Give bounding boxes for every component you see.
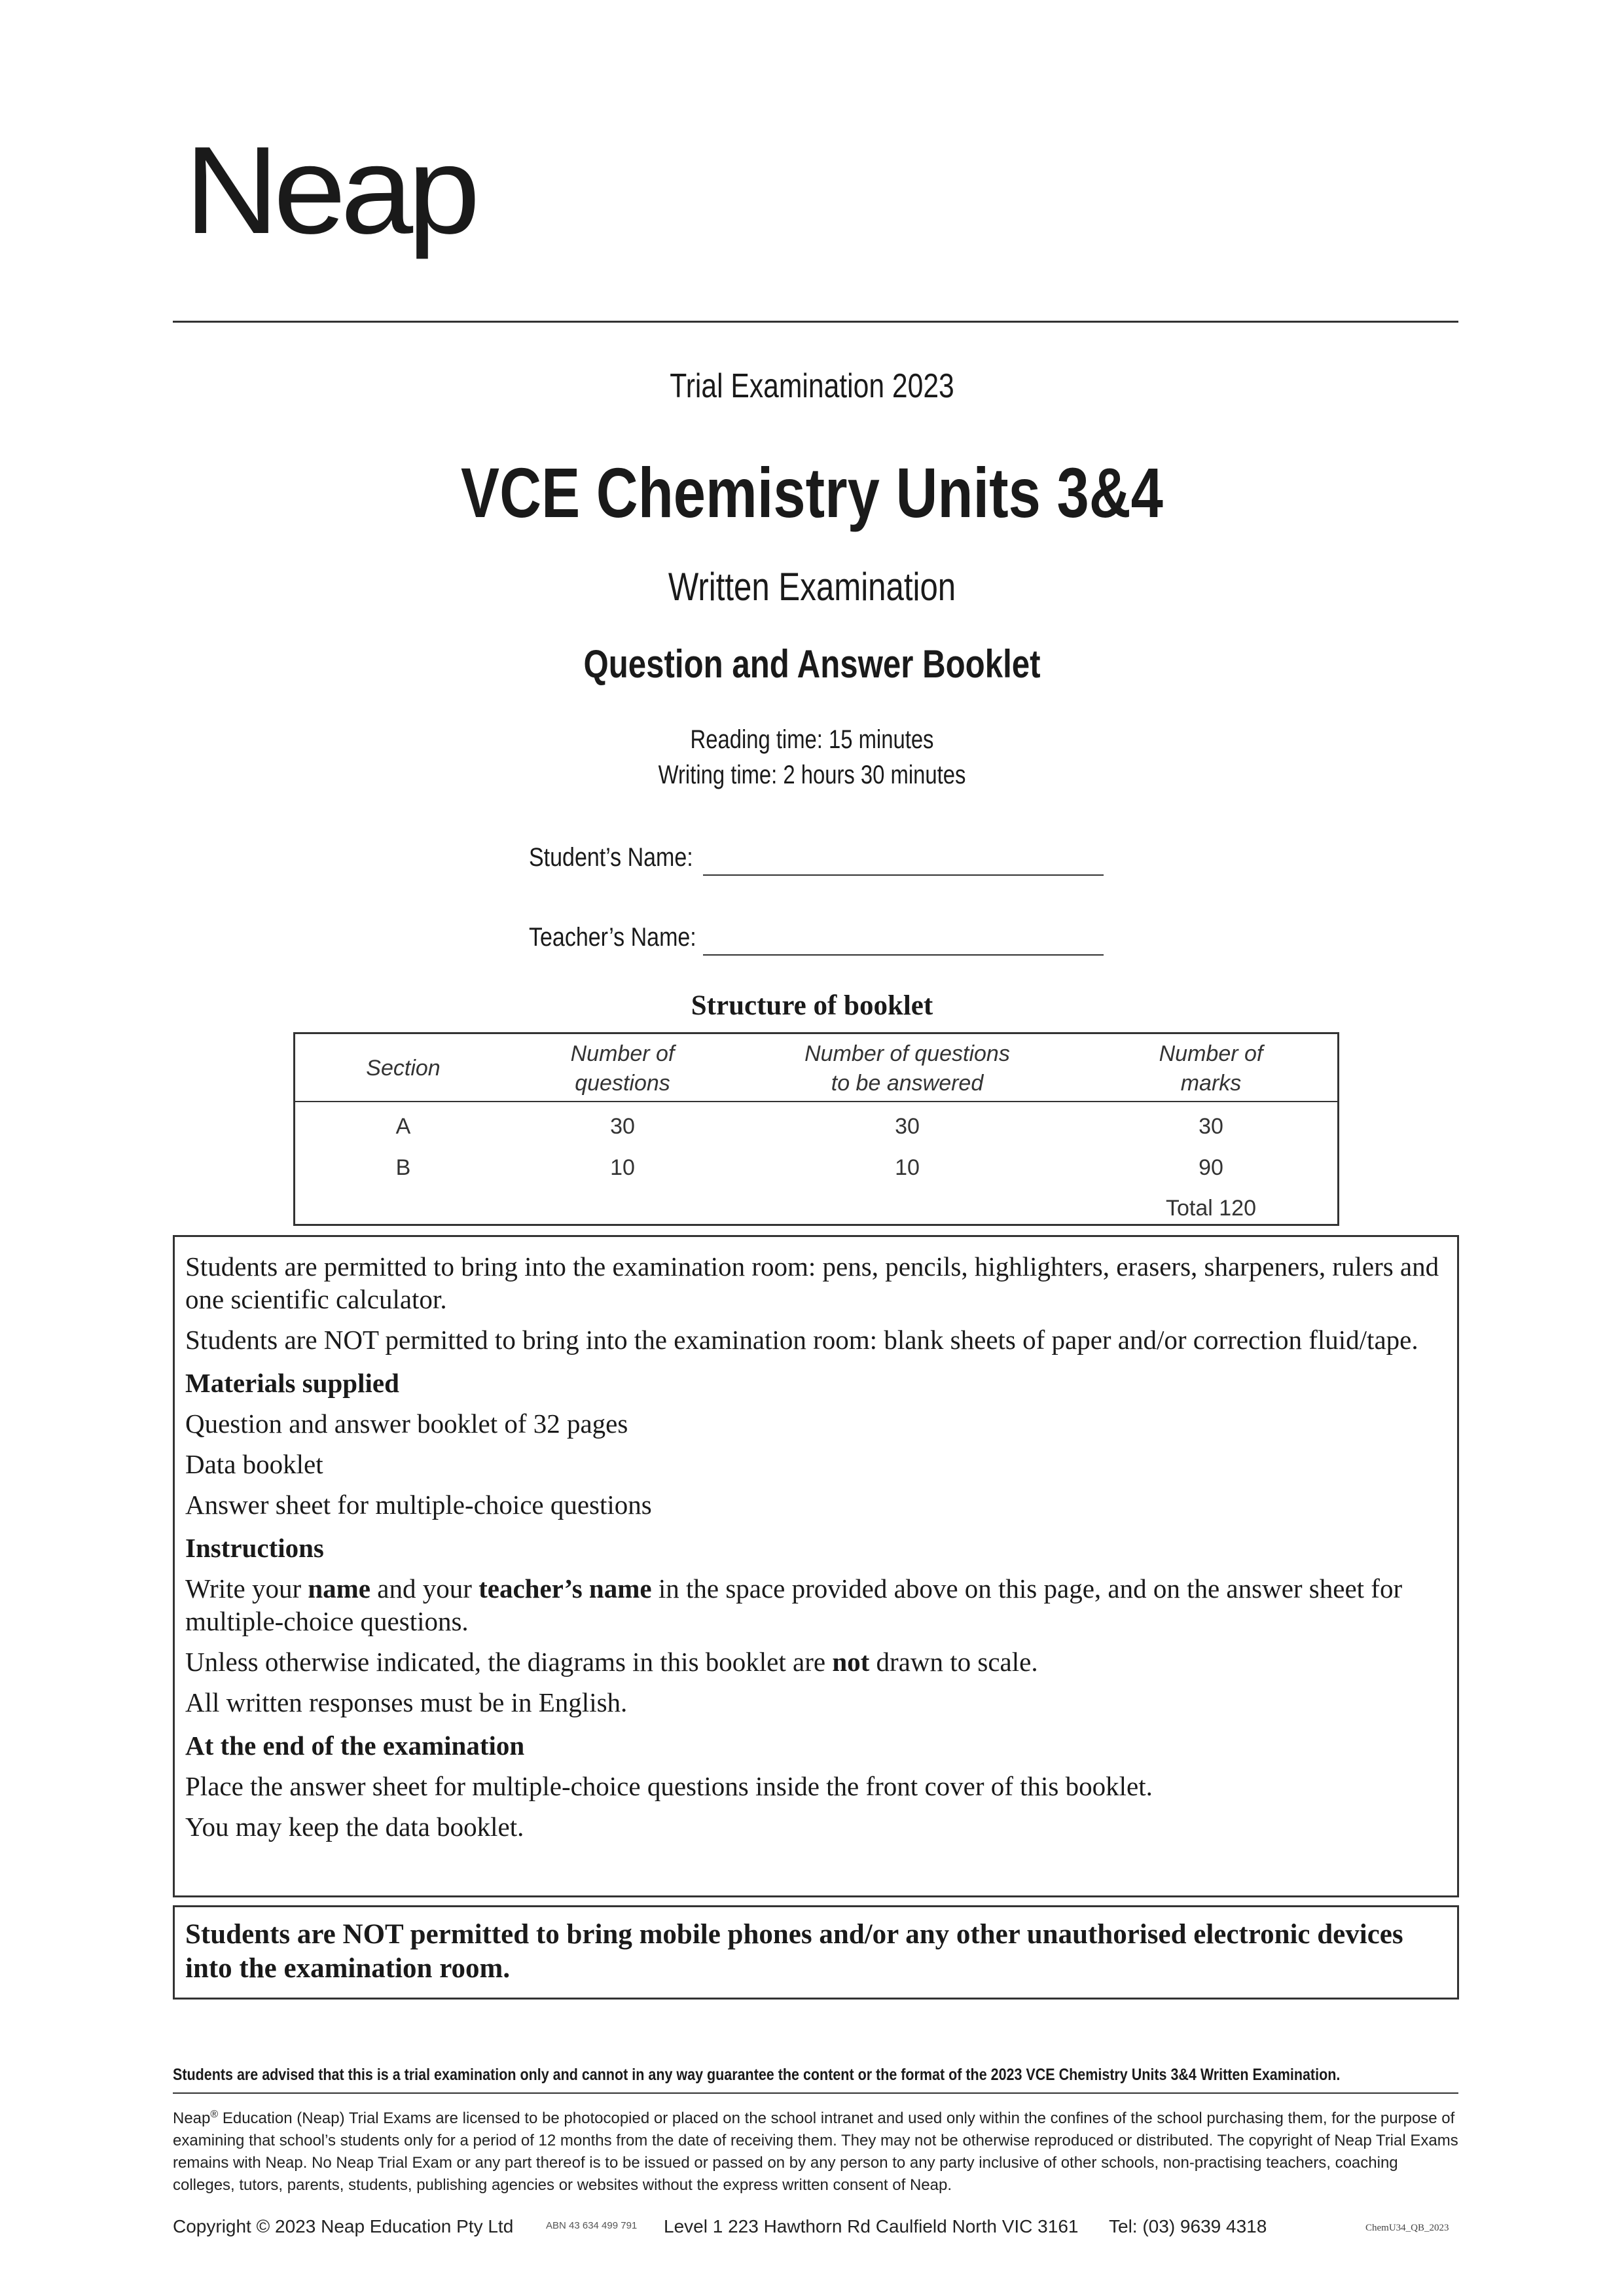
instruction-2-part-c: drawn to scale. bbox=[869, 1647, 1038, 1677]
end-instruction-1: Place the answer sheet for multiple-choice questions inside the front cover of this booklet. bbox=[185, 1771, 1153, 1801]
header-number-of-questions bbox=[511, 1039, 734, 1098]
warning-text: Students are NOT permitted to bring mobile phones and/or any other unauthorised electronic devices into the examination room. bbox=[185, 1919, 1403, 1984]
booklet-type-text: Question and Answer Booklet bbox=[583, 642, 1041, 686]
page-title-text: VCE Chemistry Units 3&4 bbox=[461, 453, 1163, 532]
header-questions-to-answer bbox=[734, 1039, 1081, 1098]
header-number-of-marks-line1: Number of bbox=[1159, 1041, 1263, 1066]
row-b-section: B bbox=[395, 1155, 411, 1180]
address: Level 1 223 Hawthorn Rd Caulfield North VIC 3161 bbox=[664, 2216, 1079, 2236]
copyright: Copyright © 2023 Neap Education Pty Ltd bbox=[173, 2216, 514, 2236]
materials-heading: Materials supplied bbox=[185, 1368, 399, 1398]
table-header bbox=[295, 1034, 1337, 1102]
row-a-section: A bbox=[395, 1114, 411, 1139]
instruction-1-part-a: Write your bbox=[185, 1573, 308, 1604]
header-questions-to-answer-line1: Number of questions bbox=[804, 1041, 1010, 1066]
licence-brand: Neap bbox=[173, 2109, 211, 2127]
student-name-line[interactable] bbox=[703, 874, 1104, 876]
licence-body: Education (Neap) Trial Exams are licensed to be photocopied or placed on the school intranet and used only within the confines of the school purchasing them, for the purpose of examining that school’s students only for a period of 12 months from the date of receiving them. They may not be otherwise reproduced or distributed. The copyright of Neap Trial Exams remains with Neap. No Neap Trial Exam or any part thereof is to be issued or passed on by any person to any party inclusive of other schools, non-practising teachers, coaching colleges, tutors, parents, students, publishing agencies or websites without the express written consent of Neap. bbox=[173, 2109, 1458, 2194]
row-b-questions: 10 bbox=[610, 1155, 635, 1180]
trial-title bbox=[0, 367, 1624, 406]
teacher-name-line[interactable] bbox=[703, 954, 1104, 956]
header-number-of-questions-line1: Number of bbox=[570, 1041, 675, 1066]
instruction-1-part-e: in the space provided above on this page, and on the answer sheet for multiple-choice questions. bbox=[185, 1573, 1403, 1636]
instruction-3: All written responses must be in English. bbox=[185, 1687, 628, 1717]
instructions-heading: Instructions bbox=[185, 1533, 324, 1563]
instruction-2-part-a: Unless otherwise indicated, the diagrams in this booklet are bbox=[185, 1647, 833, 1677]
licence-text bbox=[173, 2104, 1458, 2197]
structure-table bbox=[293, 1032, 1339, 1226]
registered-mark: ® bbox=[210, 2109, 219, 2120]
booklet-type bbox=[0, 641, 1624, 687]
page-title bbox=[0, 452, 1624, 533]
instruction-1-part-c: and your bbox=[370, 1573, 479, 1604]
document-code: ChemU34_QB_2023 bbox=[1365, 2223, 1449, 2233]
instruction-1 bbox=[185, 1572, 1447, 1638]
row-a-answered: 30 bbox=[895, 1114, 920, 1139]
instruction-2 bbox=[185, 1645, 1447, 1678]
top-divider bbox=[173, 321, 1458, 323]
reading-time-text: Reading time: 15 minutes bbox=[690, 725, 934, 754]
instructions-box bbox=[173, 1235, 1459, 1897]
exam-subtitle bbox=[0, 564, 1624, 609]
exam-subtitle-text: Written Examination bbox=[668, 565, 956, 609]
total-marks: Total 120 bbox=[1166, 1196, 1256, 1221]
row-a-questions: 30 bbox=[610, 1114, 635, 1139]
warning-box bbox=[173, 1905, 1459, 2000]
row-b-answered: 10 bbox=[895, 1155, 920, 1180]
header-questions-to-answer-line2: to be answered bbox=[831, 1071, 984, 1096]
structure-heading: Structure of booklet bbox=[691, 990, 933, 1021]
student-name-label: Student’s Name: bbox=[529, 843, 693, 872]
writing-time bbox=[0, 761, 1624, 790]
advisory-note: Students are advised that this is a trial examination only and cannot in any way guarantee the content or the format of the 2023 VCE Chemistry Units 3&4 Written Examination. bbox=[173, 2066, 1341, 2084]
not-permitted-items: Students are NOT permitted to bring into the examination room: blank sheets of paper and/or correction fluid/tape. bbox=[185, 1325, 1418, 1355]
instruction-1-teacher-name: teacher’s name bbox=[478, 1573, 652, 1604]
material-item-3: Answer sheet for multiple-choice questions bbox=[185, 1490, 652, 1520]
permitted-items: Students are permitted to bring into the examination room: pens, pencils, highlighters, erasers, sharpeners, rulers and one scientific calculator. bbox=[185, 1251, 1439, 1314]
material-item-2: Data booklet bbox=[185, 1449, 323, 1479]
end-instruction-2: You may keep the data booklet. bbox=[185, 1812, 524, 1842]
instruction-1-name: name bbox=[308, 1573, 370, 1604]
header-number-of-marks-line2: marks bbox=[1180, 1071, 1242, 1096]
bottom-divider bbox=[173, 2092, 1458, 2094]
material-item-1: Question and answer booklet of 32 pages bbox=[185, 1408, 628, 1439]
header-number-of-marks bbox=[1081, 1039, 1341, 1098]
telephone: Tel: (03) 9639 4318 bbox=[1109, 2216, 1267, 2236]
page-footer bbox=[173, 2216, 1458, 2242]
neap-logo: Neap bbox=[185, 121, 475, 260]
row-b-marks: 90 bbox=[1199, 1155, 1223, 1180]
end-heading: At the end of the examination bbox=[185, 1731, 525, 1761]
header-number-of-questions-line2: questions bbox=[575, 1071, 670, 1096]
teacher-name-label: Teacher’s Name: bbox=[529, 923, 696, 952]
abn: ABN 43 634 499 791 bbox=[546, 2220, 638, 2231]
writing-time-text: Writing time: 2 hours 30 minutes bbox=[658, 761, 966, 789]
header-section: Section bbox=[366, 1056, 441, 1081]
instruction-2-not: not bbox=[832, 1647, 870, 1677]
trial-title-text: Trial Examination 2023 bbox=[670, 367, 954, 405]
row-a-marks: 30 bbox=[1199, 1114, 1223, 1139]
reading-time bbox=[0, 725, 1624, 755]
